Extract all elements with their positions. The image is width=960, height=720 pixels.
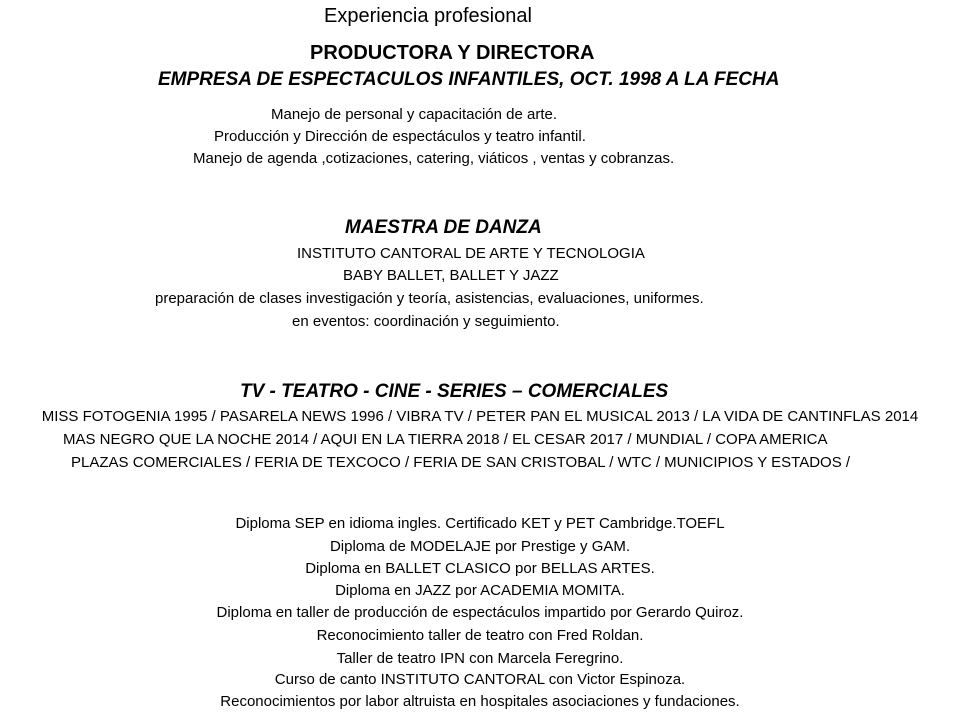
diploma-line: Reconocimientos por labor altruista en hospitales asociaciones y fundaciones. xyxy=(220,693,740,710)
maestra-line: BABY BALLET, BALLET Y JAZZ xyxy=(343,267,559,284)
diploma-line: Diploma SEP en idioma ingles. Certificado KET y PET Cambridge.TOEFL xyxy=(235,515,725,532)
productora-role-heading: PRODUCTORA Y DIRECTORA xyxy=(310,42,595,64)
maestra-line: INSTITUTO CANTORAL DE ARTE Y TECNOLOGIA xyxy=(297,245,645,262)
productora-line: Manejo de personal y capacitación de arte. xyxy=(271,106,558,123)
diploma-line: Diploma en taller de producción de espectáculos impartido por Gerardo Quiroz. xyxy=(216,604,744,621)
tv-line: MISS FOTOGENIA 1995 / PASARELA NEWS 1996 / VIBRA TV / PETER PAN EL MUSICAL 2013 / LA VIDA DE CANTINFLAS 2014 xyxy=(41,408,919,425)
diploma-line: Diploma de MODELAJE por Prestige y GAM. xyxy=(329,538,631,555)
productora-line: Manejo de agenda ,cotizaciones, catering, viáticos , ventas y cobranzas. xyxy=(193,150,675,167)
diploma-line: Curso de canto INSTITUTO CANTORAL con Victor Espinoza. xyxy=(274,671,686,688)
productora-company: EMPRESA DE ESPECTACULOS INFANTILES, OCT. 1998 A LA FECHA xyxy=(158,69,780,90)
maestra-line: preparación de clases investigación y teoría, asistencias, evaluaciones, uniformes. xyxy=(155,290,704,307)
diploma-line: Diploma en BALLET CLASICO por BELLAS ARTES. xyxy=(305,560,655,577)
tv-line: MAS NEGRO QUE LA NOCHE 2014 / AQUI EN LA TIERRA 2018 / EL CESAR 2017 / MUNDIAL / COPA AMERICA xyxy=(63,431,828,448)
tv-line: PLAZAS COMERCIALES / FERIA DE TEXCOCO / FERIA DE SAN CRISTOBAL / WTC / MUNICIPIOS Y ESTADOS / xyxy=(71,454,851,471)
productora-line: Producción y Dirección de espectáculos y teatro infantil. xyxy=(214,128,586,145)
diploma-line: Diploma en JAZZ por ACADEMIA MOMITA. xyxy=(335,582,625,599)
diploma-line: Reconocimiento taller de teatro con Fred Roldan. xyxy=(316,627,644,644)
maestra-line: en eventos: coordinación y seguimiento. xyxy=(292,313,560,330)
diploma-line: Taller de teatro IPN con Marcela Feregrino. xyxy=(336,650,624,667)
maestra-role-heading: MAESTRA DE DANZA xyxy=(345,217,542,238)
tv-heading: TV - TEATRO - CINE - SERIES – COMERCIALES xyxy=(240,381,669,402)
page-title: Experiencia profesional xyxy=(324,5,532,27)
